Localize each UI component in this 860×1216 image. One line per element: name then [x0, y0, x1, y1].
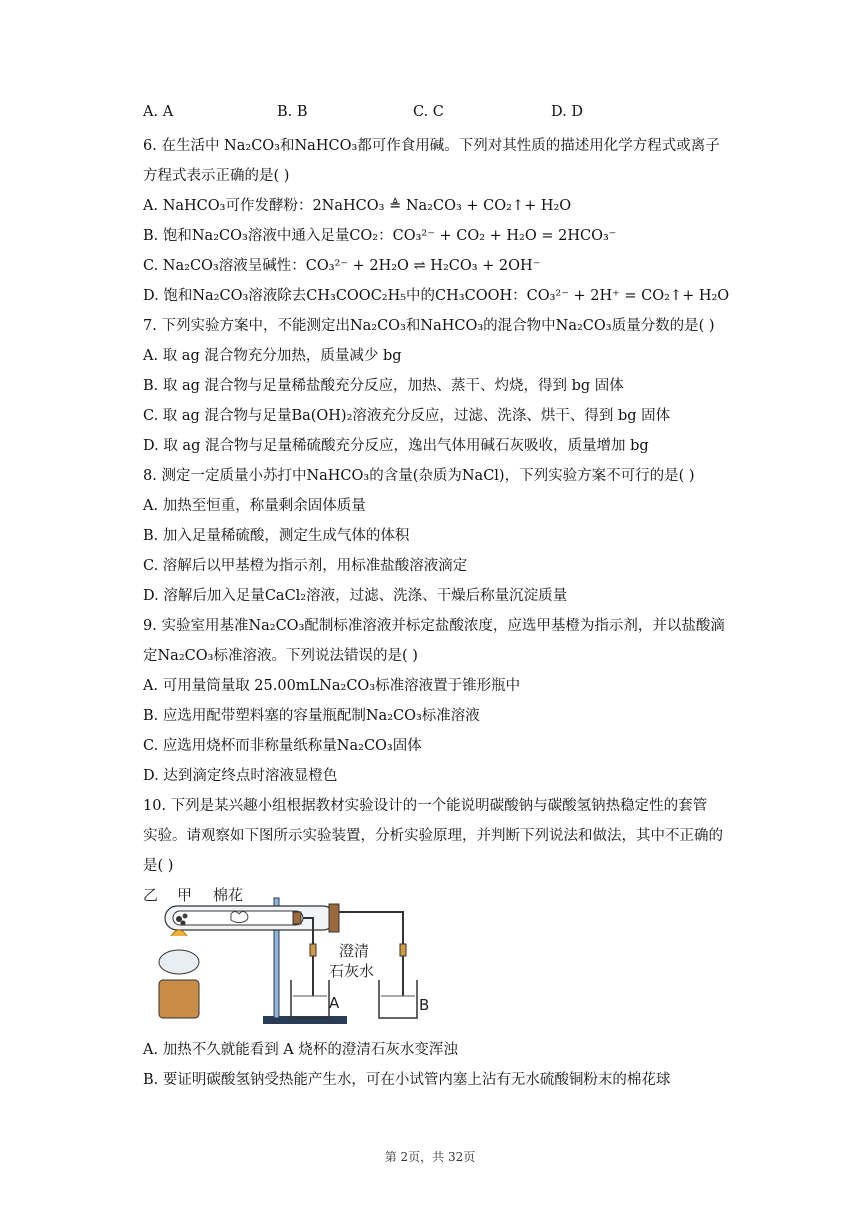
q5-option-d: D. D: [551, 104, 583, 120]
q7-option-c: C. 取 ag 混合物与足量Ba(OH)₂溶液充分反应，过滤、洗涤、烘干、得到 bg 固体: [143, 408, 671, 424]
lamp-base: [159, 980, 199, 1018]
q10-option-a: A. 加热不久就能看到 A 烧杯的澄清石灰水变浑浊: [143, 1042, 458, 1058]
q9-option-d: D. 达到滴定终点时溶液显橙色: [143, 768, 338, 784]
q10-stem-line2: 实验。请观察如下图所示实验装置，分析实验原理，并判断下列说法和做法，其中不正确的: [143, 828, 723, 844]
lamp-body: [159, 950, 199, 974]
q7-option-b: B. 取 ag 混合物与足量稀盐酸充分反应，加热、蒸干、灼烧，得到 bg 固体: [143, 378, 624, 394]
beaker-b: [379, 980, 417, 1018]
q6-option-b: B. 饱和Na₂CO₃溶液中通入足量CO₂：CO₃²⁻ + CO₂ + H₂O = 2HCO₃⁻: [143, 228, 617, 244]
cotton-ball: [231, 912, 248, 923]
q7-stem: 7. 下列实验方案中，不能测定出Na₂CO₃和NaHCO₃的混合物中Na₂CO₃质量分数的是( ): [143, 318, 715, 334]
q8-stem: 8. 测定一定质量小苏打中NaHCO₃的含量(杂质为NaCl)，下列实验方案不可行的是( ): [143, 468, 695, 484]
q5-option-a: A. A: [143, 104, 174, 120]
solid-particle: [176, 916, 182, 922]
q6-stem-line1: 6. 在生活中 Na₂CO₃和NaHCO₃都可作食用碱。下列对其性质的描述用化学方程式或离子: [143, 138, 720, 154]
q7-option-d: D. 取 ag 混合物与足量稀硫酸充分反应，逸出气体用碱石灰吸收，质量增加 bg: [143, 438, 649, 454]
label-cotton: 棉花: [213, 886, 244, 904]
label-chengqing: 澄清: [339, 942, 370, 960]
apparatus-diagram: [143, 884, 443, 1026]
label-jia: 甲: [177, 886, 193, 904]
q6-option-c: C. Na₂CO₃溶液呈碱性：CO₃²⁻ + 2H₂O ⇌ H₂CO₃ + 2OH⁻: [143, 258, 541, 274]
flame: [171, 930, 187, 936]
q8-option-b: B. 加入足量稀硫酸，测定生成气体的体积: [143, 528, 410, 544]
label-yi: 乙: [143, 886, 159, 904]
tube-connector-b: [400, 944, 406, 956]
outer-stopper: [329, 904, 339, 932]
q8-option-a: A. 加热至恒重，称量剩余固体质量: [143, 498, 366, 514]
q9-stem-line1: 9. 实验室用基准Na₂CO₃配制标准溶液并标定盐酸浓度，应选甲基橙为指示剂，并以盐酸滴: [143, 618, 725, 634]
q9-option-b: B. 应选用配带塑料塞的容量瓶配制Na₂CO₃标准溶液: [143, 708, 480, 724]
solid-particle: [181, 921, 186, 926]
label-beaker-a: A: [329, 994, 340, 1012]
q10-stem-line3: 是( ): [143, 858, 174, 874]
q10-stem-line1: 10. 下列是某兴趣小组根据教材实验设计的一个能说明碳酸钠与碳酸氢钠热稳定性的套管: [143, 798, 708, 814]
q9-option-a: A. 可用量筒量取 25.00mLNa₂CO₃标准溶液置于锥形瓶中: [143, 678, 521, 694]
label-limewater: 石灰水: [329, 962, 375, 980]
q6-option-a: A. NaHCO₃可作发酵粉：2NaHCO₃ ≜ Na₂CO₃ + CO₂↑+ H₂O: [143, 198, 572, 214]
solid-particle: [183, 914, 188, 919]
q10-option-b: B. 要证明碳酸氢钠受热能产生水，可在小试管内塞上沾有无水硫酸铜粉末的棉花球: [143, 1072, 671, 1088]
q9-option-c: C. 应选用烧杯而非称量纸称量Na₂CO₃固体: [143, 738, 422, 754]
tube-connector-a: [310, 944, 316, 956]
q8-option-c: C. 溶解后以甲基橙为指示剂，用标准盐酸溶液滴定: [143, 558, 468, 574]
page-footer: 第 2页，共 32页: [384, 1150, 476, 1164]
apparatus-figure: [143, 884, 443, 1026]
inner-stopper: [293, 912, 301, 924]
q5-option-c: C. C: [413, 104, 444, 120]
q8-option-d: D. 溶解后加入足量CaCl₂溶液，过滤、洗涤、干燥后称量沉淀质量: [143, 588, 568, 604]
q7-option-a: A. 取 ag 混合物充分加热，质量减少 bg: [143, 348, 402, 364]
q6-stem-line2: 方程式表示正确的是( ): [143, 168, 290, 184]
q9-stem-line2: 定Na₂CO₃标准溶液。下列说法错误的是( ): [143, 648, 418, 664]
beaker-a: [291, 980, 329, 1018]
label-beaker-b: B: [419, 996, 430, 1014]
q5-option-b: B. B: [277, 104, 308, 120]
q6-option-d: D. 饱和Na₂CO₃溶液除去CH₃COOC₂H₅中的CH₃COOH：CO₃²⁻ + 2H⁺ = CO₂↑+ H₂O: [143, 288, 730, 304]
